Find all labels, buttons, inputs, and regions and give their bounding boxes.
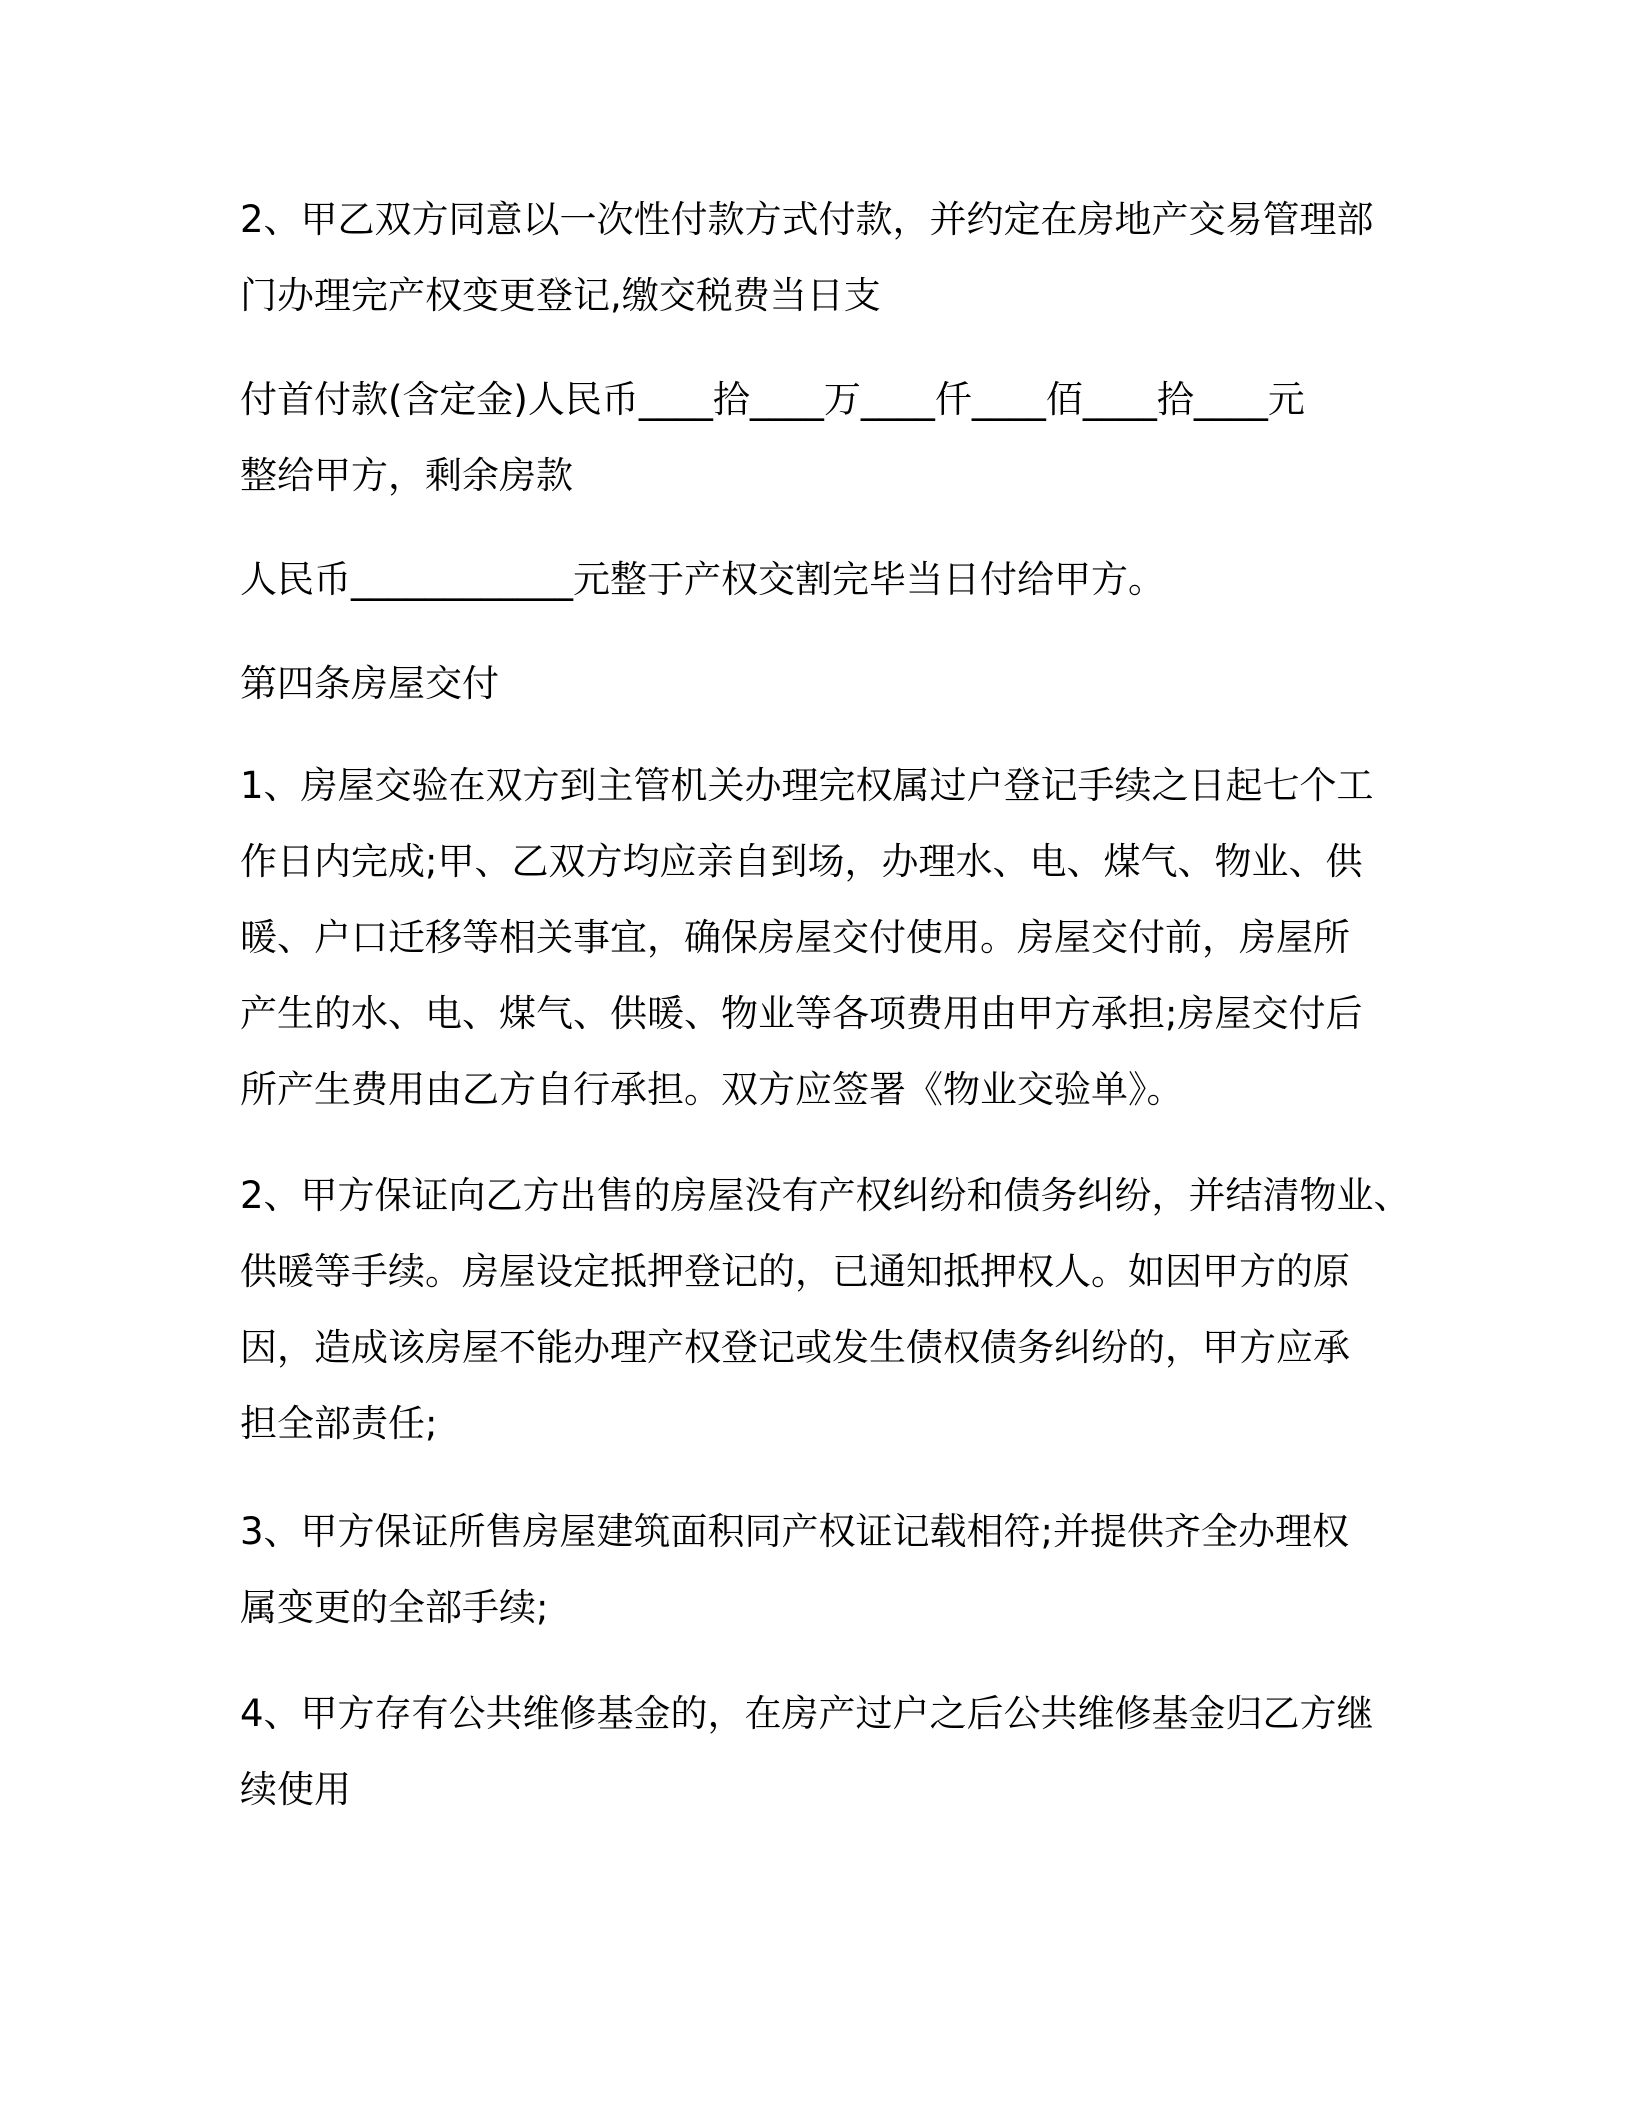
paragraph-1-line-1: 2、甲乙双方同意以一次性付款方式付款，并约定在房地产交易管理部 (240, 198, 1374, 241)
paragraph-5-line-3: 暖、户口迁移等相关事宜，确保房屋交付使用。房屋交付前，房屋所 (240, 916, 1350, 959)
paragraph-8-line-1: 4、甲方存有公共维修基金的，在房产过户之后公共维修基金归乙方继 (240, 1692, 1374, 1735)
paragraph-8-line-2: 续使用 (240, 1768, 351, 1811)
section-heading: 第四条房屋交付 (240, 662, 499, 705)
paragraph-6-line-4: 担全部责任; (240, 1402, 438, 1445)
paragraph-6-line-3: 因，造成该房屋不能办理产权登记或发生债权债务纠纷的，甲方应承 (240, 1326, 1350, 1369)
paragraph-2-line-2: 整给甲方，剩余房款 (240, 454, 573, 497)
paragraph-1-line-2: 门办理完产权变更登记,缴交税费当日支 (240, 274, 881, 317)
paragraph-7-line-2: 属变更的全部手续; (240, 1586, 549, 1629)
paragraph-5-line-5: 所产生费用由乙方自行承担。双方应签署《物业交验单》。 (240, 1068, 1184, 1111)
paragraph-5-line-2: 作日内完成;甲、乙双方均应亲自到场，办理水、电、煤气、物业、供 (240, 840, 1363, 883)
paragraph-5-line-1: 1、房屋交验在双方到主管机关办理完权属过户登记手续之日起七个工 (240, 764, 1374, 807)
paragraph-7-line-1: 3、甲方保证所售房屋建筑面积同产权证记载相符;并提供齐全办理权 (240, 1510, 1350, 1553)
paragraph-3-line-1: 人民币____________元整于产权交割完毕当日付给甲方。 (240, 558, 1165, 601)
paragraph-5-line-4: 产生的水、电、煤气、供暖、物业等各项费用由甲方承担;房屋交付后 (240, 992, 1363, 1035)
paragraph-6-line-1: 2、甲方保证向乙方出售的房屋没有产权纠纷和债务纠纷，并结清物业、 (240, 1174, 1411, 1217)
paragraph-2-line-1: 付首付款(含定金)人民币____拾____万____仟____佰____拾____元 (240, 378, 1305, 421)
paragraph-6-line-2: 供暖等手续。房屋设定抵押登记的，已通知抵押权人。如因甲方的原 (240, 1250, 1350, 1293)
